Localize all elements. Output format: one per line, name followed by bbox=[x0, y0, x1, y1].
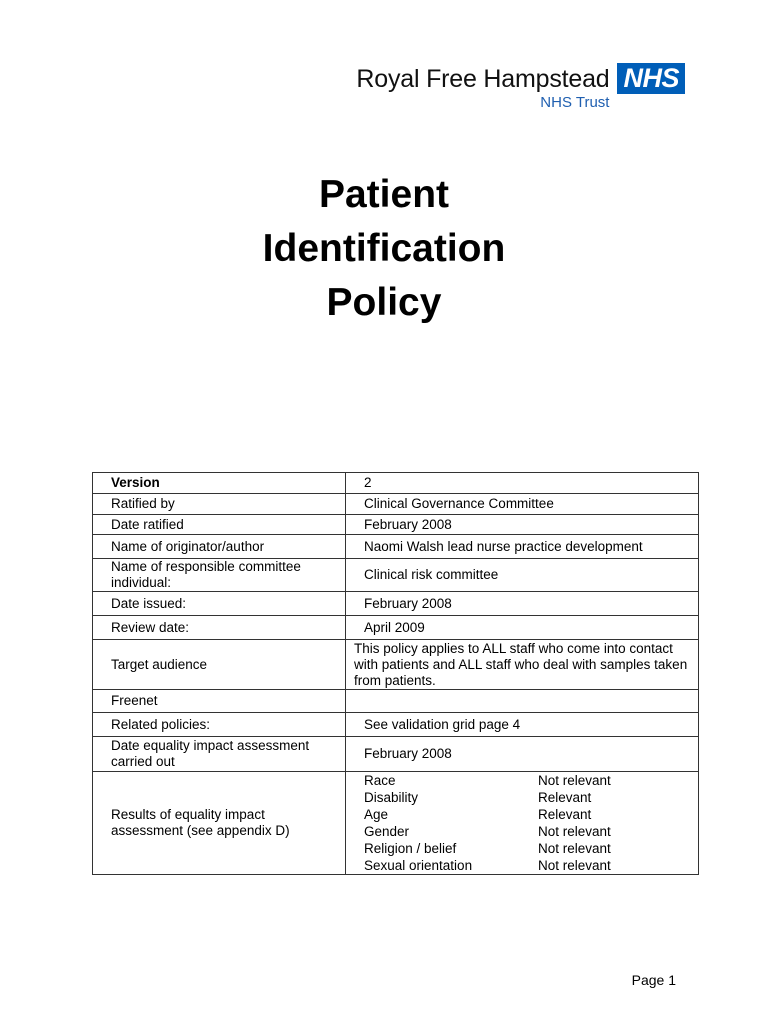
page-number: Page 1 bbox=[631, 972, 676, 988]
table-row bbox=[93, 535, 699, 559]
org-name: Royal Free Hampstead bbox=[356, 65, 610, 93]
equality-results-cell bbox=[346, 772, 699, 875]
row-label-target-audience: Target audience bbox=[93, 640, 346, 690]
row-label-version: Version bbox=[93, 473, 346, 494]
row-value-version: 2 bbox=[346, 473, 699, 494]
equality-result: Not relevant bbox=[538, 773, 611, 788]
row-value-target-audience: This policy applies to ALL staff who come into contact with patients and ALL staff who deal with samples taken from patients. bbox=[346, 640, 699, 690]
row-value-responsible-committee: Clinical risk committee bbox=[346, 559, 699, 592]
list-item bbox=[364, 840, 690, 857]
row-value-date-issued: February 2008 bbox=[346, 592, 699, 616]
table-row bbox=[93, 772, 699, 875]
equality-category: Race bbox=[364, 773, 396, 788]
row-label-equality-date: Date equality impact assessment carried out bbox=[93, 737, 346, 772]
title-line-1: Patient bbox=[318, 173, 450, 216]
row-label-ratified-by: Ratified by bbox=[93, 494, 346, 515]
equality-category: Gender bbox=[364, 824, 410, 839]
table-row bbox=[93, 494, 699, 515]
title-line-3: Policy bbox=[326, 281, 442, 324]
row-value-review-date: April 2009 bbox=[346, 616, 699, 640]
equality-result: Not relevant bbox=[538, 841, 611, 856]
equality-category: Sexual orientation bbox=[364, 858, 473, 873]
equality-result: Not relevant bbox=[538, 858, 611, 873]
table-row bbox=[93, 473, 699, 494]
row-value-date-ratified: February 2008 bbox=[346, 515, 699, 535]
table-row bbox=[93, 640, 699, 690]
equality-result: Relevant bbox=[538, 807, 592, 822]
list-item bbox=[364, 806, 690, 823]
table-row bbox=[93, 515, 699, 535]
nhs-logo: NHS bbox=[617, 63, 685, 94]
row-label-related-policies: Related policies: bbox=[93, 713, 346, 737]
title-line-2: Identification bbox=[262, 227, 506, 270]
row-label-equality-results: Results of equality impact assessment (see appendix D) bbox=[93, 772, 346, 875]
row-label-responsible-committee: Name of responsible committee individual: bbox=[93, 559, 346, 592]
row-value-originator: Naomi Walsh lead nurse practice development bbox=[346, 535, 699, 559]
table-row bbox=[93, 713, 699, 737]
row-value-ratified-by: Clinical Governance Committee bbox=[346, 494, 699, 515]
equality-category: Disability bbox=[364, 790, 419, 805]
equality-result: Relevant bbox=[538, 790, 592, 805]
row-label-freenet: Freenet bbox=[93, 690, 346, 713]
table-row bbox=[93, 690, 699, 713]
org-header bbox=[356, 62, 685, 111]
trust-name: NHS Trust bbox=[540, 94, 610, 111]
equality-results-list bbox=[364, 772, 690, 874]
list-item bbox=[364, 789, 690, 806]
row-value-equality-date: February 2008 bbox=[346, 737, 699, 772]
list-item bbox=[364, 857, 690, 874]
org-text bbox=[356, 62, 609, 111]
equality-category: Religion / belief bbox=[364, 841, 457, 856]
row-label-date-issued: Date issued: bbox=[93, 592, 346, 616]
table-row bbox=[93, 592, 699, 616]
row-value-freenet bbox=[346, 690, 699, 713]
table-row bbox=[93, 737, 699, 772]
page-title bbox=[0, 168, 768, 330]
table-row bbox=[93, 616, 699, 640]
row-label-review-date: Review date: bbox=[93, 616, 346, 640]
policy-metadata-table bbox=[92, 472, 699, 875]
equality-category: Age bbox=[364, 807, 389, 822]
row-value-related-policies: See validation grid page 4 bbox=[346, 713, 699, 737]
list-item bbox=[364, 772, 690, 789]
table-row bbox=[93, 559, 699, 592]
equality-result: Not relevant bbox=[538, 824, 611, 839]
row-label-originator: Name of originator/author bbox=[93, 535, 346, 559]
list-item bbox=[364, 823, 690, 840]
row-label-date-ratified: Date ratified bbox=[93, 515, 346, 535]
